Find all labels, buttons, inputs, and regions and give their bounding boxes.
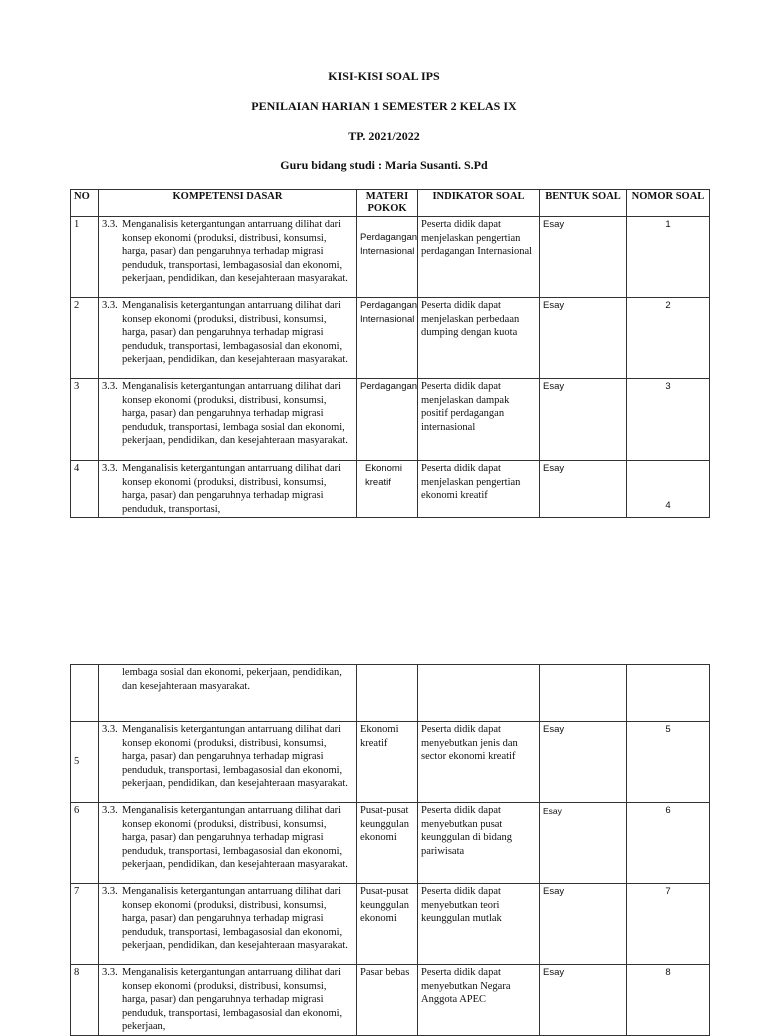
- cell-bentuk: Esay: [540, 803, 627, 884]
- kd-text: Menganalisis ketergantungan antarruang dilihat dari konsep ekonomi (produksi, distribusi, konsumsi, harga, pasar) dan pengaruhnya terhadap migrasi penduduk, transportasi, lembagasosial dan ekonomi, pekerjaan, pendidikan, dan kesejahteraan masyarakat.: [122, 886, 348, 951]
- col-header-bentuk: BENTUK SOAL: [540, 190, 627, 217]
- table-row-continuation: [71, 665, 710, 722]
- cell-indikator: Peserta didik dapat menyebutkan teori keunggulan mutlak: [418, 884, 540, 965]
- cell-kd: [99, 722, 357, 803]
- kd-text: Menganalisis ketergantungan antarruang dilihat dari konsep ekonomi (produksi, distribusi, konsumsi, harga, pasar) dan pengaruhnya terhadap migrasi penduduk, transportasi,: [122, 463, 342, 515]
- cell-kd: [99, 379, 357, 461]
- document-subtitle: PENILAIAN HARIAN 1 SEMESTER 2 KELAS IX: [251, 99, 517, 113]
- cell-no: [71, 665, 99, 722]
- kd-code: 3.3.: [102, 381, 118, 392]
- kd-code: 3.3.: [102, 724, 118, 735]
- kd-text: Menganalisis ketergantungan antarruang dilihat dari konsep ekonomi (produksi, distribusi, konsumsi, harga, pasar) dan pengaruhnya terhadap migrasi penduduk, transportasi, lembaga sosial dan ekonomi, pekerjaan, pendidikan, dan kesejahteraan masyarakat.: [122, 381, 348, 446]
- kd-code: 3.3.: [102, 967, 118, 978]
- cell-bentuk: Esay: [540, 298, 627, 379]
- kd-code: 3.3.: [102, 886, 118, 897]
- table-row: [71, 379, 710, 461]
- cell-no: 8: [71, 965, 99, 1036]
- cell-materi: Perdagangan Internasional: [357, 298, 418, 379]
- table-row: [71, 965, 710, 1036]
- table-row: [71, 884, 710, 965]
- cell-materi: Ekonomi kreatif: [357, 722, 418, 803]
- cell-no: 3: [71, 379, 99, 461]
- cell-indikator: Peserta didik dapat menjelaskan pengertian perdagangan Internasional: [418, 217, 540, 298]
- cell-no: 5: [71, 722, 99, 803]
- kisi-kisi-table-part-2: [70, 664, 710, 1036]
- kd-text: Menganalisis ketergantungan antarruang dilihat dari konsep ekonomi (produksi, distribusi, konsumsi, harga, pasar) dan pengaruhnya terhadap migrasi penduduk, transportasi, lembagasosial dan ekonomi, pekerjaan, pendidikan, dan kesejahteraan masyarakat.: [122, 219, 348, 284]
- school-year: TP. 2021/2022: [348, 129, 420, 143]
- teacher-name: Guru bidang studi : Maria Susanti. S.Pd: [280, 158, 488, 172]
- cell-kd: [99, 884, 357, 965]
- cell-bentuk: Esay: [540, 461, 627, 518]
- cell-kd: [99, 803, 357, 884]
- table-row: [71, 461, 710, 518]
- cell-kd: [99, 965, 357, 1036]
- table-row: [71, 298, 710, 379]
- cell-bentuk: Esay: [540, 884, 627, 965]
- cell-materi: Perdagangan Internasional: [357, 217, 418, 298]
- cell-bentuk: Esay: [540, 217, 627, 298]
- cell-materi: Pasar bebas: [357, 965, 418, 1036]
- cell-kd: [99, 298, 357, 379]
- cell-indikator: Peserta didik dapat menjelaskan perbedaan dumping dengan kuota: [418, 298, 540, 379]
- cell-indikator: Peserta didik dapat menyebutkan Negara Anggota APEC: [418, 965, 540, 1036]
- cell-indikator: Peserta didik dapat menjelaskan pengertian ekonomi kreatif: [418, 461, 540, 518]
- cell-nomor: 5: [627, 722, 710, 803]
- col-header-nomor: NOMOR SOAL: [627, 190, 710, 217]
- cell-bentuk: Esay: [540, 379, 627, 461]
- kd-code: 3.3.: [102, 805, 118, 816]
- kd-code: 3.3.: [102, 463, 118, 474]
- cell-indikator: Peserta didik dapat menyebutkan jenis dan sector ekonomi kreatif: [418, 722, 540, 803]
- cell-materi: [357, 665, 418, 722]
- cell-indikator: Peserta didik dapat menjelaskan dampak positif perdagangan internasional: [418, 379, 540, 461]
- kisi-kisi-table-part-1: [70, 189, 710, 518]
- table-row: [71, 803, 710, 884]
- cell-bentuk: Esay: [540, 965, 627, 1036]
- cell-nomor: 7: [627, 884, 710, 965]
- kd-text: Menganalisis ketergantungan antarruang dilihat dari konsep ekonomi (produksi, distribusi, konsumsi, harga, pasar) dan pengaruhnya terhadap migrasi penduduk, transportasi, lembagasosial dan ekonomi, pekerjaan, pendidikan, dan kesejahteraan masyarakat.: [122, 300, 348, 365]
- kd-text: Menganalisis ketergantungan antarruang dilihat dari konsep ekonomi (produksi, distribusi, konsumsi, harga, pasar) dan pengaruhnya terhadap migrasi penduduk, transportasi, lembagasosial dan ekonomi, pekerjaan,: [122, 967, 343, 1032]
- document-title: KISI-KISI SOAL IPS: [328, 69, 440, 83]
- cell-bentuk: [540, 665, 627, 722]
- cell-kd: [99, 217, 357, 298]
- cell-nomor: 1: [627, 217, 710, 298]
- col-header-indikator: INDIKATOR SOAL: [418, 190, 540, 217]
- table-row: [71, 217, 710, 298]
- kd-text: Menganalisis ketergantungan antarruang dilihat dari konsep ekonomi (produksi, distribusi, konsumsi, harga, pasar) dan pengaruhnya terhadap migrasi penduduk, transportasi, lembagasosial dan ekonomi, pekerjaan, pendidikan, dan kesejahteraan masyarakat.: [122, 724, 348, 789]
- cell-no: 7: [71, 884, 99, 965]
- cell-nomor: 2: [627, 298, 710, 379]
- cell-nomor: 3: [627, 379, 710, 461]
- cell-indikator: [418, 665, 540, 722]
- cell-no: 6: [71, 803, 99, 884]
- cell-kd: [99, 665, 357, 722]
- cell-nomor: 4: [627, 461, 710, 518]
- table-header-row: [71, 190, 710, 217]
- cell-kd: [99, 461, 357, 518]
- kd-code: 3.3.: [102, 300, 118, 311]
- col-header-materi: MATERI POKOK: [357, 190, 418, 217]
- cell-materi: Ekonomi kreatif: [357, 461, 418, 518]
- col-header-no: NO: [71, 190, 99, 217]
- cell-nomor: 8: [627, 965, 710, 1036]
- table-row: [71, 722, 710, 803]
- kd-code: 3.3.: [102, 219, 118, 230]
- cell-nomor: 6: [627, 803, 710, 884]
- cell-indikator: Peserta didik dapat menyebutkan pusat keunggulan di bidang pariwisata: [418, 803, 540, 884]
- cell-no: 2: [71, 298, 99, 379]
- cell-materi: Perdagangan: [357, 379, 418, 461]
- cell-materi: Pusat-pusat keunggulan ekonomi: [357, 884, 418, 965]
- cell-no: 4: [71, 461, 99, 518]
- cell-nomor: [627, 665, 710, 722]
- kd-text: lembaga sosial dan ekonomi, pekerjaan, pendidikan, dan kesejahteraan masyarakat.: [122, 667, 342, 692]
- cell-materi: Pusat-pusat keunggulan ekonomi: [357, 803, 418, 884]
- cell-no: 1: [71, 217, 99, 298]
- cell-bentuk: Esay: [540, 722, 627, 803]
- col-header-kompetensi: KOMPETENSI DASAR: [99, 190, 357, 217]
- kd-text: Menganalisis ketergantungan antarruang dilihat dari konsep ekonomi (produksi, distribusi, konsumsi, harga, pasar) dan pengaruhnya terhadap migrasi penduduk, transportasi, lembagasosial dan ekonomi, pekerjaan, pendidikan, dan kesejahteraan masyarakat.: [122, 805, 348, 870]
